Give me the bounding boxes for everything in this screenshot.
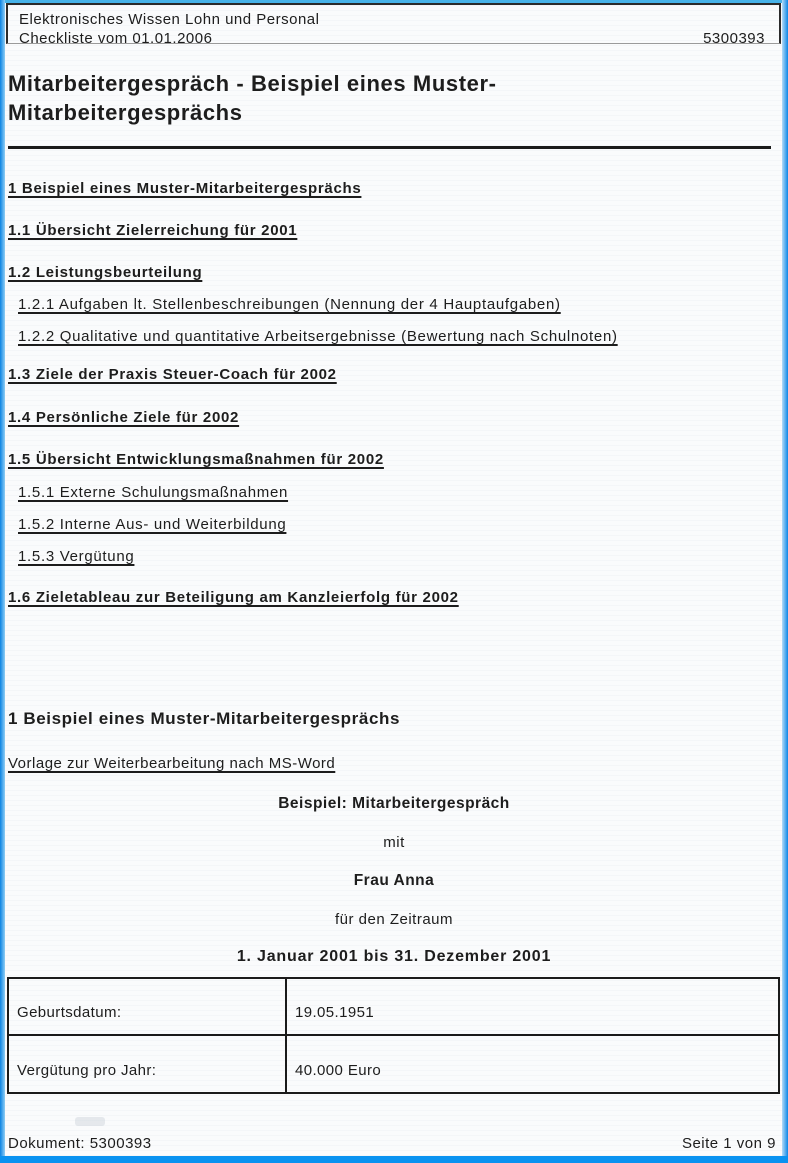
interview-example-line: Beispiel: Mitarbeitergespräch (278, 795, 510, 812)
toc-item-1-6[interactable] (8, 589, 459, 606)
footer-page-indicator: Seite 1 von 9 (681, 1135, 776, 1152)
page-title: Mitarbeitergespräch - Beispiel eines Muster-Mitarbeitergesprächs (8, 71, 497, 125)
toc-link[interactable]: 1.5.1 Externe Schulungsmaßnahmen (18, 484, 289, 501)
toc-link[interactable]: 1.6 Zieletableau zur Beteiligung am Kanzleierfolg für 2002 (8, 589, 459, 606)
toc-link[interactable]: 1.3 Ziele der Praxis Steuer-Coach für 2002 (8, 366, 337, 383)
toc-item-1-2-2[interactable] (18, 328, 618, 345)
vorlage-ms-word-link[interactable]: Vorlage zur Weiterbearbeitung nach MS-Word (8, 755, 336, 772)
table-value-cell: 19.05.1951 (287, 979, 778, 1036)
header-checklist-date: Checkliste vom 01.01.2006 (19, 30, 213, 47)
header-publication-title: Elektronisches Wissen Lohn und Personal (19, 11, 320, 28)
interview-zeitraum-line: für den Zeitraum (334, 911, 454, 928)
title-divider (8, 146, 771, 149)
toc-item-1-5-2[interactable] (18, 516, 286, 533)
scan-smudge (75, 1117, 105, 1126)
table-label-cell: Vergütung pro Jahr: (9, 1036, 287, 1093)
toc-item-1-5-1[interactable] (18, 484, 288, 501)
toc-link[interactable]: 1.2 Leistungsbeurteilung (8, 264, 203, 281)
info-table (7, 977, 780, 1094)
toc-link[interactable]: 1.2.2 Qualitative und quantitative Arbeitsergebnisse (Bewertung nach Schulnoten) (18, 328, 618, 345)
toc-link[interactable]: 1.2.1 Aufgaben lt. Stellenbeschreibungen (Nennung der 4 Hauptaufgaben) (18, 296, 561, 313)
scan-border-right (782, 0, 788, 1163)
scan-border-bottom (0, 1156, 788, 1163)
toc-link[interactable]: 1.5.3 Vergütung (18, 548, 135, 565)
toc-link[interactable]: 1.5 Übersicht Entwicklungsmaßnahmen für 2002 (8, 451, 384, 468)
interview-period-line: 1. Januar 2001 bis 31. Dezember 2001 (236, 948, 552, 965)
page-header (6, 3, 781, 47)
toc-link[interactable]: 1 Beispiel eines Muster-Mitarbeitergesprächs (8, 180, 362, 197)
header-document-number: 5300393 (703, 30, 765, 47)
toc-link[interactable]: 1.1 Übersicht Zielerreichung für 2001 (8, 222, 298, 239)
toc-item-1-2[interactable] (8, 264, 202, 281)
toc-item-1-5[interactable] (8, 451, 384, 468)
table-label-cell: Geburtsdatum: (9, 979, 287, 1036)
toc-item-1[interactable] (8, 180, 361, 197)
toc-item-1-1[interactable] (8, 222, 297, 239)
footer-document-number: Dokument: 5300393 (8, 1135, 152, 1152)
toc-link[interactable]: 1.5.2 Interne Aus- und Weiterbildung (18, 516, 287, 533)
toc-item-1-5-3[interactable] (18, 548, 134, 565)
interview-person-line: Frau Anna (353, 872, 435, 889)
toc-item-1-4[interactable] (8, 409, 239, 426)
section-heading: 1 Beispiel eines Muster-Mitarbeitergesprächs (8, 709, 401, 728)
toc-link[interactable]: 1.4 Persönliche Ziele für 2002 (8, 409, 240, 426)
toc-item-1-3[interactable] (8, 366, 337, 383)
interview-mit-line: mit (383, 834, 405, 851)
table-value-cell: 40.000 Euro (295, 1062, 382, 1079)
toc-item-1-2-1[interactable] (18, 296, 561, 313)
scan-border-left (0, 0, 5, 1163)
